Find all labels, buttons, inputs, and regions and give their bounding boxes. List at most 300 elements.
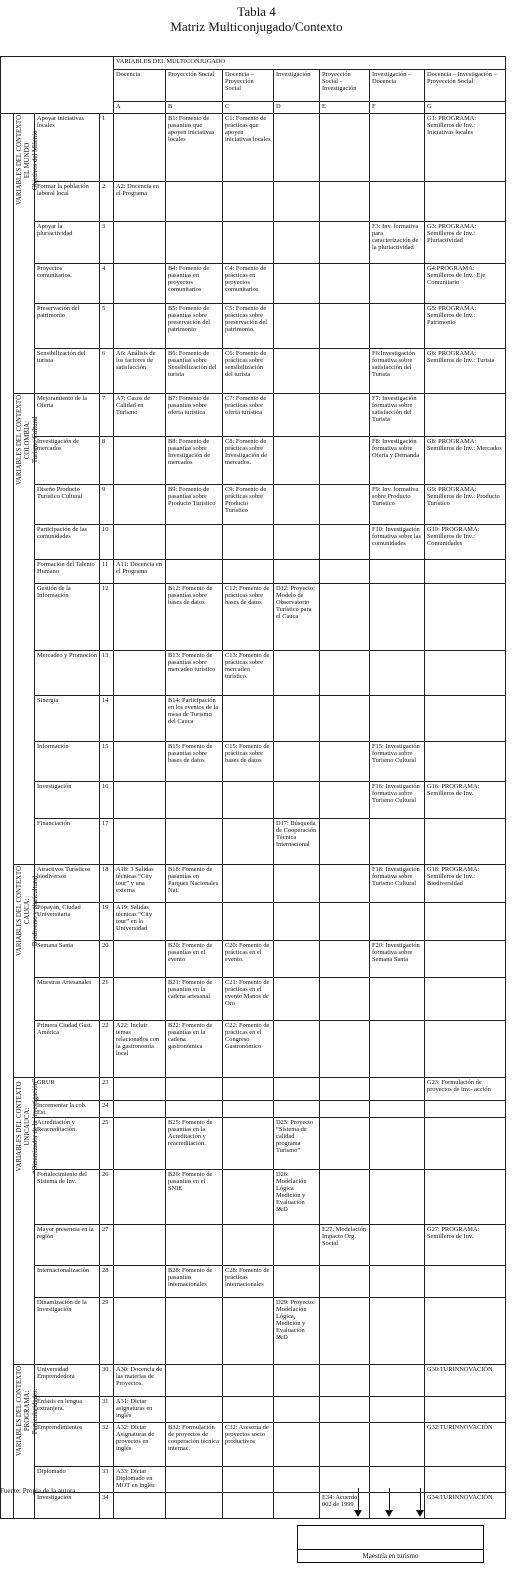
matrix-cell xyxy=(425,1118,506,1170)
matrix-cell xyxy=(320,394,370,437)
table-row xyxy=(1,1266,506,1298)
matrix-cell xyxy=(425,1467,506,1493)
row-number: 23 xyxy=(100,1078,114,1101)
row-label: Popayán, Ciudad Universitaria xyxy=(35,903,100,941)
table-row xyxy=(1,1078,506,1101)
matrix-cell xyxy=(274,782,320,819)
matrix-cell: B4: Fomento de pasantías en proyectos comunitarios xyxy=(166,264,223,304)
matrix-cell xyxy=(114,782,166,819)
matrix-cell: A6: Análisis de los factores de satisfacción xyxy=(114,349,166,394)
row-label: Proyectos comunitarios. xyxy=(35,264,100,304)
matrix-cell xyxy=(320,903,370,941)
matrix-cell: A33: Dictar Diplomado en MOT en inglés xyxy=(114,1467,166,1493)
table-row xyxy=(1,584,506,651)
matrix-cell: C28: Fomento de prácticas internacionales xyxy=(223,1266,274,1298)
row-label: Investigación de mercados xyxy=(35,437,100,485)
matrix-cell: B26: Fomento de pasantías en el SNIE xyxy=(166,1170,223,1225)
matrix-cell xyxy=(114,1225,166,1266)
row-number: 30 xyxy=(100,1365,114,1397)
matrix-cell xyxy=(370,1365,425,1397)
row-label: Semana Santa xyxy=(35,941,100,978)
matrix-cell: F10: Investigación formativa sobre las comunidades xyxy=(370,525,425,560)
matrix-cell: C9: Fomento de prácticas sobre Producto Turístico xyxy=(223,485,274,525)
matrix-cell xyxy=(114,114,166,182)
down-arrow-icon xyxy=(352,1488,366,1518)
matrix-cell xyxy=(320,696,370,742)
table-row xyxy=(1,1493,506,1519)
matrix-cell xyxy=(370,1225,425,1266)
row-number: 25 xyxy=(100,1118,114,1170)
matrix-cell: F16: Investigación formativa sobre Turismo Cultural xyxy=(370,782,425,819)
matrix-cell xyxy=(274,560,320,584)
matrix-cell xyxy=(114,584,166,651)
matrix-cell xyxy=(223,1493,274,1519)
column-header: Proyección Social - Investigación xyxy=(320,70,370,102)
matrix-cell xyxy=(274,1021,320,1078)
row-number: 6 xyxy=(100,349,114,394)
matrix-cell xyxy=(370,1021,425,1078)
matrix-cell xyxy=(425,941,506,978)
matrix-cell xyxy=(114,485,166,525)
matrix-cell xyxy=(370,1101,425,1118)
matrix-cell: B32: Formulación de proyectos de cooperación técnica internac. xyxy=(166,1423,223,1467)
row-number: 15 xyxy=(100,742,114,782)
row-label: Mercadeo y Promoción xyxy=(35,651,100,696)
matrix-cell: C4: Fomento de prácticas en proyectos comunitarios xyxy=(223,264,274,304)
matrix-cell xyxy=(114,1078,166,1101)
matrix-cell: B7: Fomento de pasantías sobre oferta turística xyxy=(166,394,223,437)
matrix-cell: G30:TURINNOVACIÓN xyxy=(425,1365,506,1397)
row-number: 22 xyxy=(100,1021,114,1078)
table-row xyxy=(1,1225,506,1266)
matrix-cell xyxy=(320,941,370,978)
column-header: Investigación – Docencia xyxy=(370,70,425,102)
matrix-cell xyxy=(425,1298,506,1365)
context-group-label xyxy=(14,1365,39,1519)
matrix-cell xyxy=(274,865,320,903)
context-group-text: VARIABLES DEL CONTEXTO PROGRAMA: Particularidades. xyxy=(16,1366,39,1457)
row-label: Acreditación y Reacreditación. xyxy=(35,1118,100,1170)
matrix-cell xyxy=(274,222,320,264)
table-row xyxy=(1,394,506,437)
matrix-cell xyxy=(320,782,370,819)
matrix-cell xyxy=(274,1078,320,1101)
column-letter: G xyxy=(425,102,506,114)
down-arrow-icon xyxy=(383,1488,397,1518)
matrix-cell xyxy=(166,1397,223,1423)
matrix-cell xyxy=(114,742,166,782)
left-spacer xyxy=(1,114,14,1519)
matrix-cell: F7: Investigación formativa sobre satisfacción del Turista xyxy=(370,394,425,437)
maestria-box xyxy=(297,1525,484,1563)
table-subtitle: Matriz Multiconjugado/Contexto xyxy=(170,19,343,34)
matrix-cell xyxy=(370,1423,425,1467)
matrix-cell xyxy=(320,304,370,349)
matrix-cell xyxy=(370,264,425,304)
matrix-cell: E34: Acuerdo 002 de 1999 xyxy=(320,1493,370,1519)
table-row xyxy=(1,182,506,222)
matrix-cell xyxy=(223,182,274,222)
matrix-cell: G9: PROGRAMA: Semilleros de Inv.: Producto Turístico xyxy=(425,485,506,525)
matrix-cell xyxy=(320,264,370,304)
row-number: 27 xyxy=(100,1225,114,1266)
matrix-cell xyxy=(320,1021,370,1078)
row-label: Sensibilización del turista xyxy=(35,349,100,394)
matrix-cell xyxy=(274,437,320,485)
row-number: 28 xyxy=(100,1266,114,1298)
matrix-cell xyxy=(223,222,274,264)
matrix-cell xyxy=(370,819,425,865)
context-group-text: VARIABLES DEL CONTEXTO EL MUNDO Objetivos del Milenio xyxy=(16,115,39,206)
matrix-cell: D29: Proyecto: Modelación Lógica, Medición y Evaluación I&D xyxy=(274,1298,320,1365)
matrix-cell xyxy=(166,782,223,819)
row-number: 20 xyxy=(100,941,114,978)
matrix-cell xyxy=(166,222,223,264)
matrix-cell xyxy=(166,1467,223,1493)
table-row xyxy=(1,222,506,264)
table-row xyxy=(1,437,506,485)
row-number: 10 xyxy=(100,525,114,560)
matrix-cell xyxy=(370,584,425,651)
column-header: Docencia – Proyección Social xyxy=(223,70,274,102)
matrix-cell xyxy=(223,1170,274,1225)
matrix-cell: F8: Investigación formativa sobre Oferta y Demanda xyxy=(370,437,425,485)
row-label: Investigación xyxy=(35,782,100,819)
matrix-cell xyxy=(425,182,506,222)
context-group-label xyxy=(14,865,39,1078)
matrix-cell xyxy=(320,1423,370,1467)
table-row xyxy=(1,903,506,941)
matrix-cell xyxy=(320,560,370,584)
matrix-cell: B8: Fomento de pasantías sobre Investigación de mercados xyxy=(166,437,223,485)
column-header: Docencia xyxy=(114,70,166,102)
matrix-cell xyxy=(274,525,320,560)
matrix-cell xyxy=(274,651,320,696)
matrix-cell xyxy=(223,1365,274,1397)
matrix-cell xyxy=(166,560,223,584)
row-number: 2 xyxy=(100,182,114,222)
matrix-cell xyxy=(274,1467,320,1493)
matrix-cell xyxy=(274,742,320,782)
matrix-cell xyxy=(425,584,506,651)
table-row xyxy=(1,114,506,182)
matrix-cell xyxy=(166,1298,223,1365)
matrix-cell: B25: Fomento de pasantías en la Acreditación y reacreditación. xyxy=(166,1118,223,1170)
table-row xyxy=(1,782,506,819)
matrix-cell xyxy=(114,437,166,485)
row-label: Muestras Artesanales xyxy=(35,978,100,1021)
matrix-cell: A22: Incluir temas relacionados con la gastronomía local xyxy=(114,1021,166,1078)
table-row xyxy=(1,485,506,525)
matrix-cell xyxy=(320,1266,370,1298)
matrix-cell xyxy=(223,903,274,941)
matrix-cell: D25: Proyecto “Sistema de calidad programa Turismo” xyxy=(274,1118,320,1170)
table-row xyxy=(1,304,506,349)
matrix-cell xyxy=(166,903,223,941)
matrix-cell: B14: Participación en los eventos de la mesa de Turismo del Cauca xyxy=(166,696,223,742)
matrix-cell: F9: Inv. formativa sobre Producto Turístico xyxy=(370,485,425,525)
matrix-cell xyxy=(425,1397,506,1423)
row-label: Apoyar la pluriactividad xyxy=(35,222,100,264)
matrix-cell xyxy=(274,978,320,1021)
matrix-cell xyxy=(370,903,425,941)
matrix-cell: C5: Fomento de prácticas sobre preservación del patrimonio. xyxy=(223,304,274,349)
matrix-cell xyxy=(274,394,320,437)
matrix-cell xyxy=(425,742,506,782)
matrix-cell: C22: Fomento de prácticas en el Congreso Gastronómico xyxy=(223,1021,274,1078)
table-row xyxy=(1,865,506,903)
table-row xyxy=(1,1397,506,1423)
matrix-cell xyxy=(274,1225,320,1266)
matrix-cell xyxy=(320,1298,370,1365)
matrix-cell xyxy=(274,182,320,222)
matrix-cell xyxy=(370,560,425,584)
matrix-cell xyxy=(274,1397,320,1423)
row-number: 7 xyxy=(100,394,114,437)
matrix-cell xyxy=(166,1493,223,1519)
matrix-cell xyxy=(166,819,223,865)
matrix-cell xyxy=(114,651,166,696)
row-label: Diseño Producto Turístico Cultural xyxy=(35,485,100,525)
row-label: Financiación xyxy=(35,819,100,865)
row-number: 8 xyxy=(100,437,114,485)
matrix-cell xyxy=(320,978,370,1021)
matrix-cell: A31: Dictar asignaturas en inglés xyxy=(114,1397,166,1423)
row-label: Emprendimientos xyxy=(35,1423,100,1467)
row-label: Atractivos Turísticos biodiversos xyxy=(35,865,100,903)
matrix-cell: A30: Docencia de las materias de Proyectos. xyxy=(114,1365,166,1397)
column-letter: E xyxy=(320,102,370,114)
matrix-cell xyxy=(274,1266,320,1298)
matrix-cell: G6: PROGRAMA: Semilleros de Inv.: Turista xyxy=(425,349,506,394)
matrix-table xyxy=(0,56,506,1519)
source-note: Fuente: Propia de la autora. xyxy=(0,1487,78,1495)
matrix-cell: G18: PROGRAMA: Semilleros de Inv.: Biodiversidad xyxy=(425,865,506,903)
matrix-cell xyxy=(114,264,166,304)
matrix-cell: B22: Fomento de pasantías en la cadena gastronómica xyxy=(166,1021,223,1078)
matrix-cell xyxy=(166,1225,223,1266)
matrix-cell: A2: Docencia en el Programa xyxy=(114,182,166,222)
matrix-cell xyxy=(223,1298,274,1365)
matrix-cell xyxy=(370,1266,425,1298)
table-row xyxy=(1,1170,506,1225)
matrix-cell xyxy=(223,865,274,903)
matrix-cell xyxy=(320,1397,370,1423)
matrix-cell: G23: Formulación de proyectos de inv.- acción xyxy=(425,1078,506,1101)
row-number: 5 xyxy=(100,304,114,349)
table-row xyxy=(1,978,506,1021)
matrix-cell xyxy=(425,819,506,865)
matrix-cell: C6: Fomento de prácticas sobre sensibilización del turista xyxy=(223,349,274,394)
matrix-cell xyxy=(370,696,425,742)
matrix-cell xyxy=(425,978,506,1021)
matrix-cell: C1: Fomento de prácticas que apoyen iniciativas locales xyxy=(223,114,274,182)
matrix-cell: B18: Fomento de pasantías en Parques Nacionales Nat. xyxy=(166,865,223,903)
matrix-cell xyxy=(114,1266,166,1298)
matrix-cell xyxy=(274,903,320,941)
context-group-text: VARIABLES DEL CONTEXTO UNICAUCA: “Dinamizador de la Investigación” xyxy=(16,1079,39,1174)
matrix-cell: G1: PROGRAMA: Semilleros de Inv.: Iniciativas locales xyxy=(425,114,506,182)
matrix-cell xyxy=(274,1493,320,1519)
matrix-cell xyxy=(425,1021,506,1078)
table-row xyxy=(1,1118,506,1170)
row-number: 9 xyxy=(100,485,114,525)
row-label: Sinergia xyxy=(35,696,100,742)
matrix-cell xyxy=(370,1170,425,1225)
matrix-cell: G34:TURINNOVACIÓN xyxy=(425,1493,506,1519)
column-letter: B xyxy=(166,102,223,114)
down-arrow-icon xyxy=(414,1488,428,1518)
row-label: Información xyxy=(35,742,100,782)
matrix-cell xyxy=(166,182,223,222)
header-group: VARIABLES DEL MULTICONJUGADO xyxy=(114,57,506,70)
table-row xyxy=(1,525,506,560)
matrix-cell: C7: Fomento de prácticas sobre oferta turística xyxy=(223,394,274,437)
matrix-cell: C20: Fomento de prácticas en el evento. xyxy=(223,941,274,978)
matrix-cell xyxy=(223,1397,274,1423)
column-header: Investigación xyxy=(274,70,320,102)
row-label: Primera Ciudad Gast. América xyxy=(35,1021,100,1078)
matrix-cell: F15: Investigación formativa sobre Turismo Cultural xyxy=(370,742,425,782)
row-number: 17 xyxy=(100,819,114,865)
column-header: Proyección Social xyxy=(166,70,223,102)
matrix-cell xyxy=(425,651,506,696)
row-number: 11 xyxy=(100,560,114,584)
row-label: Participación de las comunidades xyxy=(35,525,100,560)
matrix-cell xyxy=(320,1170,370,1225)
row-number: 16 xyxy=(100,782,114,819)
matrix-cell xyxy=(320,651,370,696)
matrix-cell xyxy=(274,1101,320,1118)
matrix-cell: F6:Investigación formativa sobre satisfacción del Turista xyxy=(370,349,425,394)
matrix-cell xyxy=(370,182,425,222)
matrix-cell xyxy=(274,304,320,349)
matrix-cell xyxy=(320,349,370,394)
matrix-cell: A18: 3 Salidas técnicas “City tour” y una externa xyxy=(114,865,166,903)
matrix-cell: C13: Fomento de prácticas sobre mercadeo turístico. xyxy=(223,651,274,696)
context-group-label xyxy=(14,114,39,394)
row-label: Mejoramiento de la Oferta xyxy=(35,394,100,437)
matrix-cell: G10: PROGRAMA: Semilleros de Inv.: Comunidades xyxy=(425,525,506,560)
row-number: 19 xyxy=(100,903,114,941)
matrix-cell xyxy=(274,1423,320,1467)
box-label: Maestría en turismo xyxy=(362,1552,419,1560)
matrix-cell xyxy=(320,1365,370,1397)
matrix-cell xyxy=(320,437,370,485)
matrix-cell xyxy=(320,485,370,525)
matrix-cell: B28: Fomento de pasantías internacionales xyxy=(166,1266,223,1298)
matrix-cell: G5: PROGRAMA: Semilleros de Inv.: Patrimonio xyxy=(425,304,506,349)
table-row xyxy=(1,1423,506,1467)
matrix-cell xyxy=(320,222,370,264)
matrix-cell: G8: PROGRAMA: Semilleros de Inv.: Mercados xyxy=(425,437,506,485)
matrix-cell: C15: Fomento de prácticas sobre bases de datos xyxy=(223,742,274,782)
matrix-cell xyxy=(223,782,274,819)
matrix-cell: B5: Fomento de pasantías sobre preservación del patrimonio xyxy=(166,304,223,349)
context-group-label xyxy=(14,394,39,865)
table-row xyxy=(1,941,506,978)
row-label: Investigación xyxy=(35,1493,100,1519)
row-number: 21 xyxy=(100,978,114,1021)
matrix-cell xyxy=(320,114,370,182)
matrix-cell xyxy=(166,1365,223,1397)
matrix-cell: B1: Fomento de pasantías que apoyen iniciativas locales xyxy=(166,114,223,182)
matrix-cell xyxy=(114,1298,166,1365)
matrix-cell xyxy=(320,525,370,560)
matrix-cell xyxy=(370,1298,425,1365)
matrix-cell xyxy=(425,1170,506,1225)
row-label: Apoyar iniciativas locales xyxy=(35,114,100,182)
row-number: 14 xyxy=(100,696,114,742)
matrix-cell: A7: Casos de Calidad en Turismo xyxy=(114,394,166,437)
column-letter: D xyxy=(274,102,320,114)
matrix-cell xyxy=(274,264,320,304)
matrix-cell xyxy=(274,941,320,978)
matrix-cell xyxy=(114,222,166,264)
matrix-cell xyxy=(274,114,320,182)
column-letter: F xyxy=(370,102,425,114)
context-group-text: VARIABLES DEL CONTEXTO CAUCA: Biodiverso y pluricultural xyxy=(16,866,39,957)
row-label: Gestión de la Información xyxy=(35,584,100,651)
matrix-cell xyxy=(425,394,506,437)
row-number: 4 xyxy=(100,264,114,304)
context-group-label xyxy=(14,1078,39,1365)
matrix-cell xyxy=(370,114,425,182)
matrix-cell xyxy=(114,1170,166,1225)
matrix-cell xyxy=(370,651,425,696)
matrix-cell xyxy=(425,1266,506,1298)
matrix-cell xyxy=(223,1078,274,1101)
matrix-cell xyxy=(114,525,166,560)
row-number: 31 xyxy=(100,1397,114,1423)
matrix-cell xyxy=(370,1078,425,1101)
matrix-cell xyxy=(320,1118,370,1170)
matrix-cell xyxy=(223,696,274,742)
matrix-cell: A19: Salidas técnicas “City tour” en la Universidad xyxy=(114,903,166,941)
row-number: 34 xyxy=(100,1493,114,1519)
row-label: Fortalecimiento del Sistema de Inv. xyxy=(35,1170,100,1225)
matrix-cell xyxy=(114,304,166,349)
row-number: 24 xyxy=(100,1101,114,1118)
row-label: Dinamización de la Investigación xyxy=(35,1298,100,1365)
matrix-cell: B20: Fomento de pasantías en el evento xyxy=(166,941,223,978)
matrix-cell: D26: Modelación Lógica Medición y Evaluación I&D xyxy=(274,1170,320,1225)
matrix-cell xyxy=(114,696,166,742)
table-row xyxy=(1,742,506,782)
matrix-cell: B6: Fomento de pasantías sobre Sensibilización del turista xyxy=(166,349,223,394)
matrix-cell: G4:PROGRAMA: Semilleros de Inv.: Eje Comunitario xyxy=(425,264,506,304)
matrix-cell xyxy=(223,1225,274,1266)
matrix-cell xyxy=(274,696,320,742)
matrix-cell xyxy=(425,903,506,941)
matrix-cell xyxy=(320,742,370,782)
matrix-cell: F18: Investigación formativa sobre Turismo Cultural xyxy=(370,865,425,903)
table-row xyxy=(1,1021,506,1078)
row-label: Preservación del patrimonio xyxy=(35,304,100,349)
matrix-cell: B12: Fomento de pasantías sobre bases de datos xyxy=(166,584,223,651)
matrix-cell xyxy=(166,1078,223,1101)
matrix-cell: D12: Proyecto: Modelo de Observatorio Turístico para el Cauca xyxy=(274,584,320,651)
row-number: 1 xyxy=(100,114,114,182)
table-row xyxy=(1,1298,506,1365)
matrix-cell: E27: Modelación Impacto Org. Social xyxy=(320,1225,370,1266)
table-title: Tabla 4 xyxy=(237,4,276,19)
matrix-cell xyxy=(274,349,320,394)
matrix-cell xyxy=(223,1467,274,1493)
matrix-cell xyxy=(114,1101,166,1118)
row-label: Incrementar la cob. Est. xyxy=(35,1101,100,1118)
matrix-cell xyxy=(114,819,166,865)
